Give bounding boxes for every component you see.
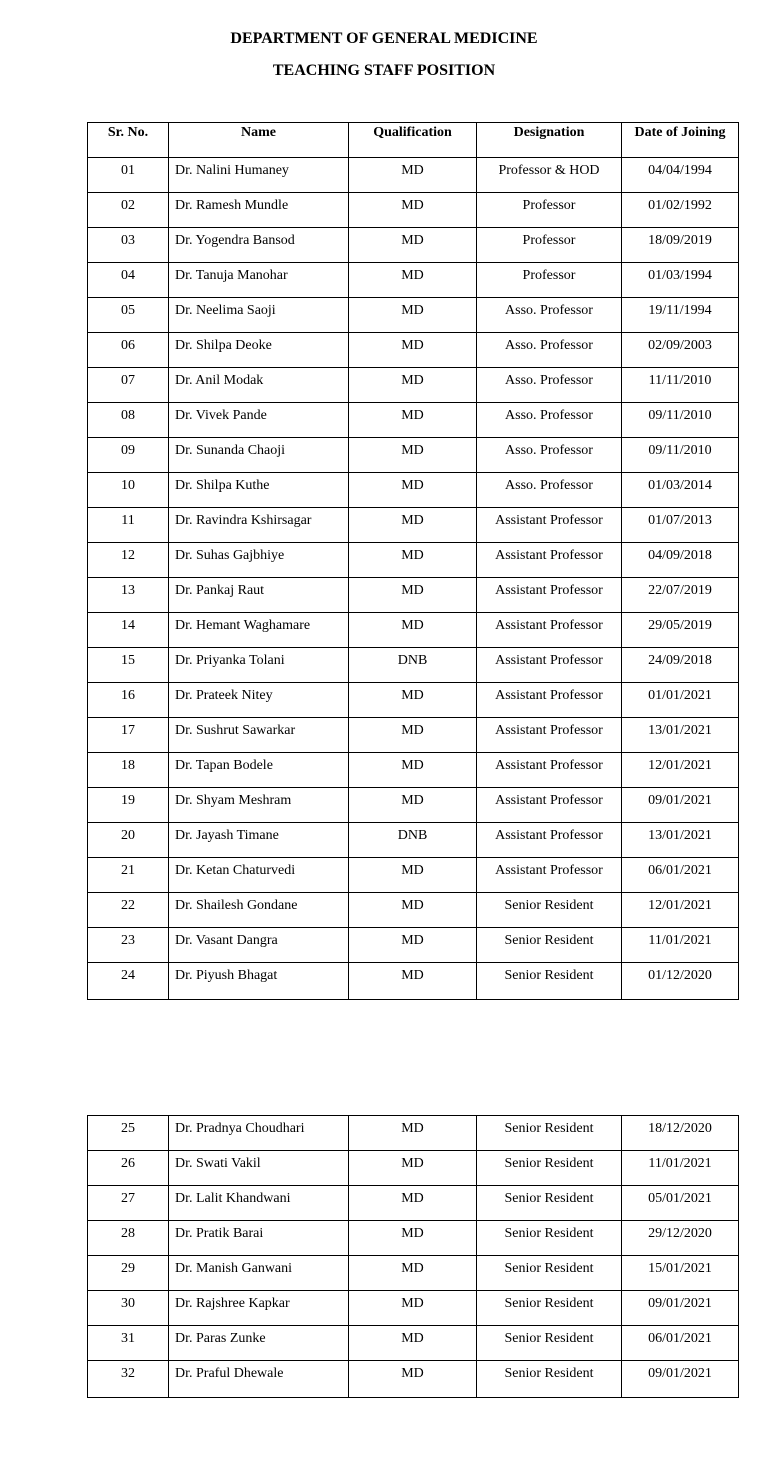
cell-sr-no: 30 bbox=[88, 1291, 169, 1326]
cell-sr-no: 02 bbox=[88, 193, 169, 228]
cell-designation: Senior Resident bbox=[477, 963, 622, 1000]
cell-sr-no: 06 bbox=[88, 333, 169, 368]
table-row bbox=[88, 158, 739, 193]
cell-date-of-joining: 09/11/2010 bbox=[622, 403, 739, 438]
cell-sr-no: 15 bbox=[88, 648, 169, 683]
cell-date-of-joining: 22/07/2019 bbox=[622, 578, 739, 613]
cell-name: Dr. Shilpa Kuthe bbox=[169, 473, 349, 508]
cell-sr-no: 21 bbox=[88, 858, 169, 893]
cell-qualification: MD bbox=[349, 263, 477, 298]
cell-qualification: MD bbox=[349, 1186, 477, 1221]
table-row bbox=[88, 438, 739, 473]
table-row bbox=[88, 823, 739, 858]
cell-designation: Assistant Professor bbox=[477, 543, 622, 578]
table-row bbox=[88, 333, 739, 368]
cell-designation: Assistant Professor bbox=[477, 753, 622, 788]
cell-name: Dr. Anil Modak bbox=[169, 368, 349, 403]
cell-sr-no: 24 bbox=[88, 963, 169, 1000]
cell-designation: Professor & HOD bbox=[477, 158, 622, 193]
cell-name: Dr. Piyush Bhagat bbox=[169, 963, 349, 1000]
cell-date-of-joining: 12/01/2021 bbox=[622, 893, 739, 928]
cell-designation: Professor bbox=[477, 193, 622, 228]
cell-name: Dr. Pankaj Raut bbox=[169, 578, 349, 613]
cell-date-of-joining: 11/11/2010 bbox=[622, 368, 739, 403]
cell-date-of-joining: 11/01/2021 bbox=[622, 1151, 739, 1186]
cell-designation: Senior Resident bbox=[477, 1361, 622, 1398]
cell-designation: Assistant Professor bbox=[477, 858, 622, 893]
cell-sr-no: 20 bbox=[88, 823, 169, 858]
cell-sr-no: 31 bbox=[88, 1326, 169, 1361]
table-row bbox=[88, 578, 739, 613]
header-qualification: Qualification bbox=[349, 123, 477, 158]
cell-sr-no: 01 bbox=[88, 158, 169, 193]
cell-qualification: MD bbox=[349, 1116, 477, 1151]
cell-sr-no: 19 bbox=[88, 788, 169, 823]
cell-name: Dr. Manish Ganwani bbox=[169, 1256, 349, 1291]
cell-designation: Asso. Professor bbox=[477, 368, 622, 403]
table-row bbox=[88, 858, 739, 893]
cell-designation: Assistant Professor bbox=[477, 788, 622, 823]
page-title: DEPARTMENT OF GENERAL MEDICINE bbox=[230, 30, 538, 47]
table-row bbox=[88, 718, 739, 753]
cell-qualification: MD bbox=[349, 438, 477, 473]
cell-designation: Professor bbox=[477, 263, 622, 298]
cell-designation: Assistant Professor bbox=[477, 578, 622, 613]
cell-name: Dr. Suhas Gajbhiye bbox=[169, 543, 349, 578]
cell-name: Dr. Ravindra Kshirsagar bbox=[169, 508, 349, 543]
cell-name: Dr. Praful Dhewale bbox=[169, 1361, 349, 1398]
cell-qualification: MD bbox=[349, 753, 477, 788]
table-row bbox=[88, 263, 739, 298]
cell-qualification: MD bbox=[349, 1361, 477, 1398]
cell-qualification: MD bbox=[349, 473, 477, 508]
cell-qualification: MD bbox=[349, 963, 477, 1000]
cell-qualification: MD bbox=[349, 508, 477, 543]
table-row bbox=[88, 473, 739, 508]
cell-sr-no: 27 bbox=[88, 1186, 169, 1221]
table-row bbox=[88, 893, 739, 928]
cell-qualification: MD bbox=[349, 1151, 477, 1186]
cell-date-of-joining: 18/09/2019 bbox=[622, 228, 739, 263]
cell-sr-no: 32 bbox=[88, 1361, 169, 1398]
cell-date-of-joining: 02/09/2003 bbox=[622, 333, 739, 368]
cell-date-of-joining: 01/03/2014 bbox=[622, 473, 739, 508]
cell-qualification: DNB bbox=[349, 823, 477, 858]
cell-date-of-joining: 29/05/2019 bbox=[622, 613, 739, 648]
cell-name: Dr. Shailesh Gondane bbox=[169, 893, 349, 928]
cell-sr-no: 11 bbox=[88, 508, 169, 543]
cell-name: Dr. Shyam Meshram bbox=[169, 788, 349, 823]
cell-qualification: MD bbox=[349, 613, 477, 648]
cell-name: Dr. Ramesh Mundle bbox=[169, 193, 349, 228]
cell-sr-no: 26 bbox=[88, 1151, 169, 1186]
cell-date-of-joining: 04/09/2018 bbox=[622, 543, 739, 578]
cell-designation: Assistant Professor bbox=[477, 508, 622, 543]
cell-date-of-joining: 04/04/1994 bbox=[622, 158, 739, 193]
cell-designation: Asso. Professor bbox=[477, 438, 622, 473]
cell-sr-no: 17 bbox=[88, 718, 169, 753]
cell-qualification: MD bbox=[349, 928, 477, 963]
cell-qualification: MD bbox=[349, 858, 477, 893]
cell-name: Dr. Paras Zunke bbox=[169, 1326, 349, 1361]
page-subtitle: TEACHING STAFF POSITION bbox=[272, 62, 496, 79]
cell-qualification: MD bbox=[349, 298, 477, 333]
cell-date-of-joining: 09/01/2021 bbox=[622, 1361, 739, 1398]
cell-date-of-joining: 18/12/2020 bbox=[622, 1116, 739, 1151]
cell-qualification: MD bbox=[349, 1221, 477, 1256]
table-row bbox=[88, 648, 739, 683]
cell-qualification: MD bbox=[349, 1326, 477, 1361]
cell-sr-no: 25 bbox=[88, 1116, 169, 1151]
cell-name: Dr. Hemant Waghamare bbox=[169, 613, 349, 648]
cell-date-of-joining: 15/01/2021 bbox=[622, 1256, 739, 1291]
cell-sr-no: 04 bbox=[88, 263, 169, 298]
cell-qualification: MD bbox=[349, 683, 477, 718]
table-row bbox=[88, 1151, 739, 1186]
cell-name: Dr. Pratik Barai bbox=[169, 1221, 349, 1256]
cell-name: Dr. Nalini Humaney bbox=[169, 158, 349, 193]
cell-qualification: MD bbox=[349, 368, 477, 403]
cell-date-of-joining: 06/01/2021 bbox=[622, 858, 739, 893]
cell-name: Dr. Vasant Dangra bbox=[169, 928, 349, 963]
table-row bbox=[88, 193, 739, 228]
cell-date-of-joining: 12/01/2021 bbox=[622, 753, 739, 788]
cell-date-of-joining: 06/01/2021 bbox=[622, 1326, 739, 1361]
cell-name: Dr. Priyanka Tolani bbox=[169, 648, 349, 683]
cell-qualification: MD bbox=[349, 718, 477, 753]
cell-designation: Senior Resident bbox=[477, 1326, 622, 1361]
cell-designation: Assistant Professor bbox=[477, 613, 622, 648]
table-row bbox=[88, 683, 739, 718]
cell-designation: Senior Resident bbox=[477, 1186, 622, 1221]
cell-qualification: MD bbox=[349, 193, 477, 228]
cell-qualification: MD bbox=[349, 893, 477, 928]
cell-name: Dr. Vivek Pande bbox=[169, 403, 349, 438]
cell-designation: Senior Resident bbox=[477, 1291, 622, 1326]
table-row bbox=[88, 298, 739, 333]
table-row bbox=[88, 1186, 739, 1221]
table-row bbox=[88, 543, 739, 578]
cell-designation: Senior Resident bbox=[477, 1151, 622, 1186]
cell-date-of-joining: 29/12/2020 bbox=[622, 1221, 739, 1256]
table-row bbox=[88, 753, 739, 788]
cell-date-of-joining: 13/01/2021 bbox=[622, 823, 739, 858]
table-header-row bbox=[88, 123, 739, 158]
cell-designation: Asso. Professor bbox=[477, 403, 622, 438]
cell-date-of-joining: 09/01/2021 bbox=[622, 788, 739, 823]
table-row bbox=[88, 1361, 739, 1398]
cell-name: Dr. Jayash Timane bbox=[169, 823, 349, 858]
header-name: Name bbox=[169, 123, 349, 158]
cell-qualification: MD bbox=[349, 543, 477, 578]
cell-date-of-joining: 13/01/2021 bbox=[622, 718, 739, 753]
cell-designation: Senior Resident bbox=[477, 893, 622, 928]
cell-qualification: DNB bbox=[349, 648, 477, 683]
cell-date-of-joining: 01/12/2020 bbox=[622, 963, 739, 1000]
cell-sr-no: 23 bbox=[88, 928, 169, 963]
cell-name: Dr. Prateek Nitey bbox=[169, 683, 349, 718]
cell-sr-no: 14 bbox=[88, 613, 169, 648]
cell-designation: Professor bbox=[477, 228, 622, 263]
table-row bbox=[88, 963, 739, 1000]
header-designation: Designation bbox=[477, 123, 622, 158]
cell-sr-no: 03 bbox=[88, 228, 169, 263]
cell-name: Dr. Sunanda Chaoji bbox=[169, 438, 349, 473]
table-row bbox=[88, 1291, 739, 1326]
cell-qualification: MD bbox=[349, 1256, 477, 1291]
staff-table-body bbox=[88, 158, 739, 1000]
cell-qualification: MD bbox=[349, 403, 477, 438]
cell-date-of-joining: 09/11/2010 bbox=[622, 438, 739, 473]
header-date-of-joining: Date of Joining bbox=[622, 123, 739, 158]
cell-designation: Asso. Professor bbox=[477, 473, 622, 508]
cell-name: Dr. Yogendra Bansod bbox=[169, 228, 349, 263]
table-row bbox=[88, 1116, 739, 1151]
cell-date-of-joining: 09/01/2021 bbox=[622, 1291, 739, 1326]
cell-designation: Asso. Professor bbox=[477, 298, 622, 333]
cell-sr-no: 22 bbox=[88, 893, 169, 928]
table-row bbox=[88, 1256, 739, 1291]
table-row bbox=[88, 368, 739, 403]
table-row bbox=[88, 403, 739, 438]
staff-table bbox=[87, 122, 739, 1000]
cell-name: Dr. Ketan Chaturvedi bbox=[169, 858, 349, 893]
cell-date-of-joining: 01/03/1994 bbox=[622, 263, 739, 298]
cell-designation: Asso. Professor bbox=[477, 333, 622, 368]
cell-name: Dr. Sushrut Sawarkar bbox=[169, 718, 349, 753]
cell-name: Dr. Tanuja Manohar bbox=[169, 263, 349, 298]
cell-sr-no: 13 bbox=[88, 578, 169, 613]
cell-date-of-joining: 24/09/2018 bbox=[622, 648, 739, 683]
cell-qualification: MD bbox=[349, 228, 477, 263]
cell-sr-no: 16 bbox=[88, 683, 169, 718]
cell-designation: Assistant Professor bbox=[477, 718, 622, 753]
cell-sr-no: 28 bbox=[88, 1221, 169, 1256]
cell-date-of-joining: 11/01/2021 bbox=[622, 928, 739, 963]
staff-table-continued-body bbox=[88, 1116, 739, 1398]
cell-qualification: MD bbox=[349, 788, 477, 823]
cell-qualification: MD bbox=[349, 1291, 477, 1326]
cell-designation: Assistant Professor bbox=[477, 648, 622, 683]
cell-designation: Senior Resident bbox=[477, 928, 622, 963]
table-row bbox=[88, 613, 739, 648]
cell-sr-no: 08 bbox=[88, 403, 169, 438]
table-row bbox=[88, 788, 739, 823]
cell-designation: Senior Resident bbox=[477, 1221, 622, 1256]
table-row bbox=[88, 508, 739, 543]
cell-qualification: MD bbox=[349, 158, 477, 193]
table-row bbox=[88, 1326, 739, 1361]
cell-date-of-joining: 05/01/2021 bbox=[622, 1186, 739, 1221]
cell-sr-no: 07 bbox=[88, 368, 169, 403]
cell-sr-no: 10 bbox=[88, 473, 169, 508]
cell-designation: Senior Resident bbox=[477, 1116, 622, 1151]
cell-sr-no: 09 bbox=[88, 438, 169, 473]
cell-date-of-joining: 01/01/2021 bbox=[622, 683, 739, 718]
cell-qualification: MD bbox=[349, 578, 477, 613]
cell-name: Dr. Pradnya Choudhari bbox=[169, 1116, 349, 1151]
cell-sr-no: 29 bbox=[88, 1256, 169, 1291]
cell-designation: Assistant Professor bbox=[477, 683, 622, 718]
cell-name: Dr. Shilpa Deoke bbox=[169, 333, 349, 368]
cell-name: Dr. Swati Vakil bbox=[169, 1151, 349, 1186]
cell-name: Dr. Lalit Khandwani bbox=[169, 1186, 349, 1221]
cell-date-of-joining: 01/07/2013 bbox=[622, 508, 739, 543]
cell-sr-no: 12 bbox=[88, 543, 169, 578]
cell-qualification: MD bbox=[349, 333, 477, 368]
cell-date-of-joining: 01/02/1992 bbox=[622, 193, 739, 228]
cell-name: Dr. Rajshree Kapkar bbox=[169, 1291, 349, 1326]
cell-name: Dr. Neelima Saoji bbox=[169, 298, 349, 333]
cell-designation: Assistant Professor bbox=[477, 823, 622, 858]
table-row bbox=[88, 1221, 739, 1256]
header-sr-no: Sr. No. bbox=[88, 123, 169, 158]
cell-sr-no: 05 bbox=[88, 298, 169, 333]
staff-table-continued bbox=[87, 1115, 739, 1398]
cell-date-of-joining: 19/11/1994 bbox=[622, 298, 739, 333]
cell-designation: Senior Resident bbox=[477, 1256, 622, 1291]
table-row bbox=[88, 228, 739, 263]
cell-sr-no: 18 bbox=[88, 753, 169, 788]
table-row bbox=[88, 928, 739, 963]
cell-name: Dr. Tapan Bodele bbox=[169, 753, 349, 788]
